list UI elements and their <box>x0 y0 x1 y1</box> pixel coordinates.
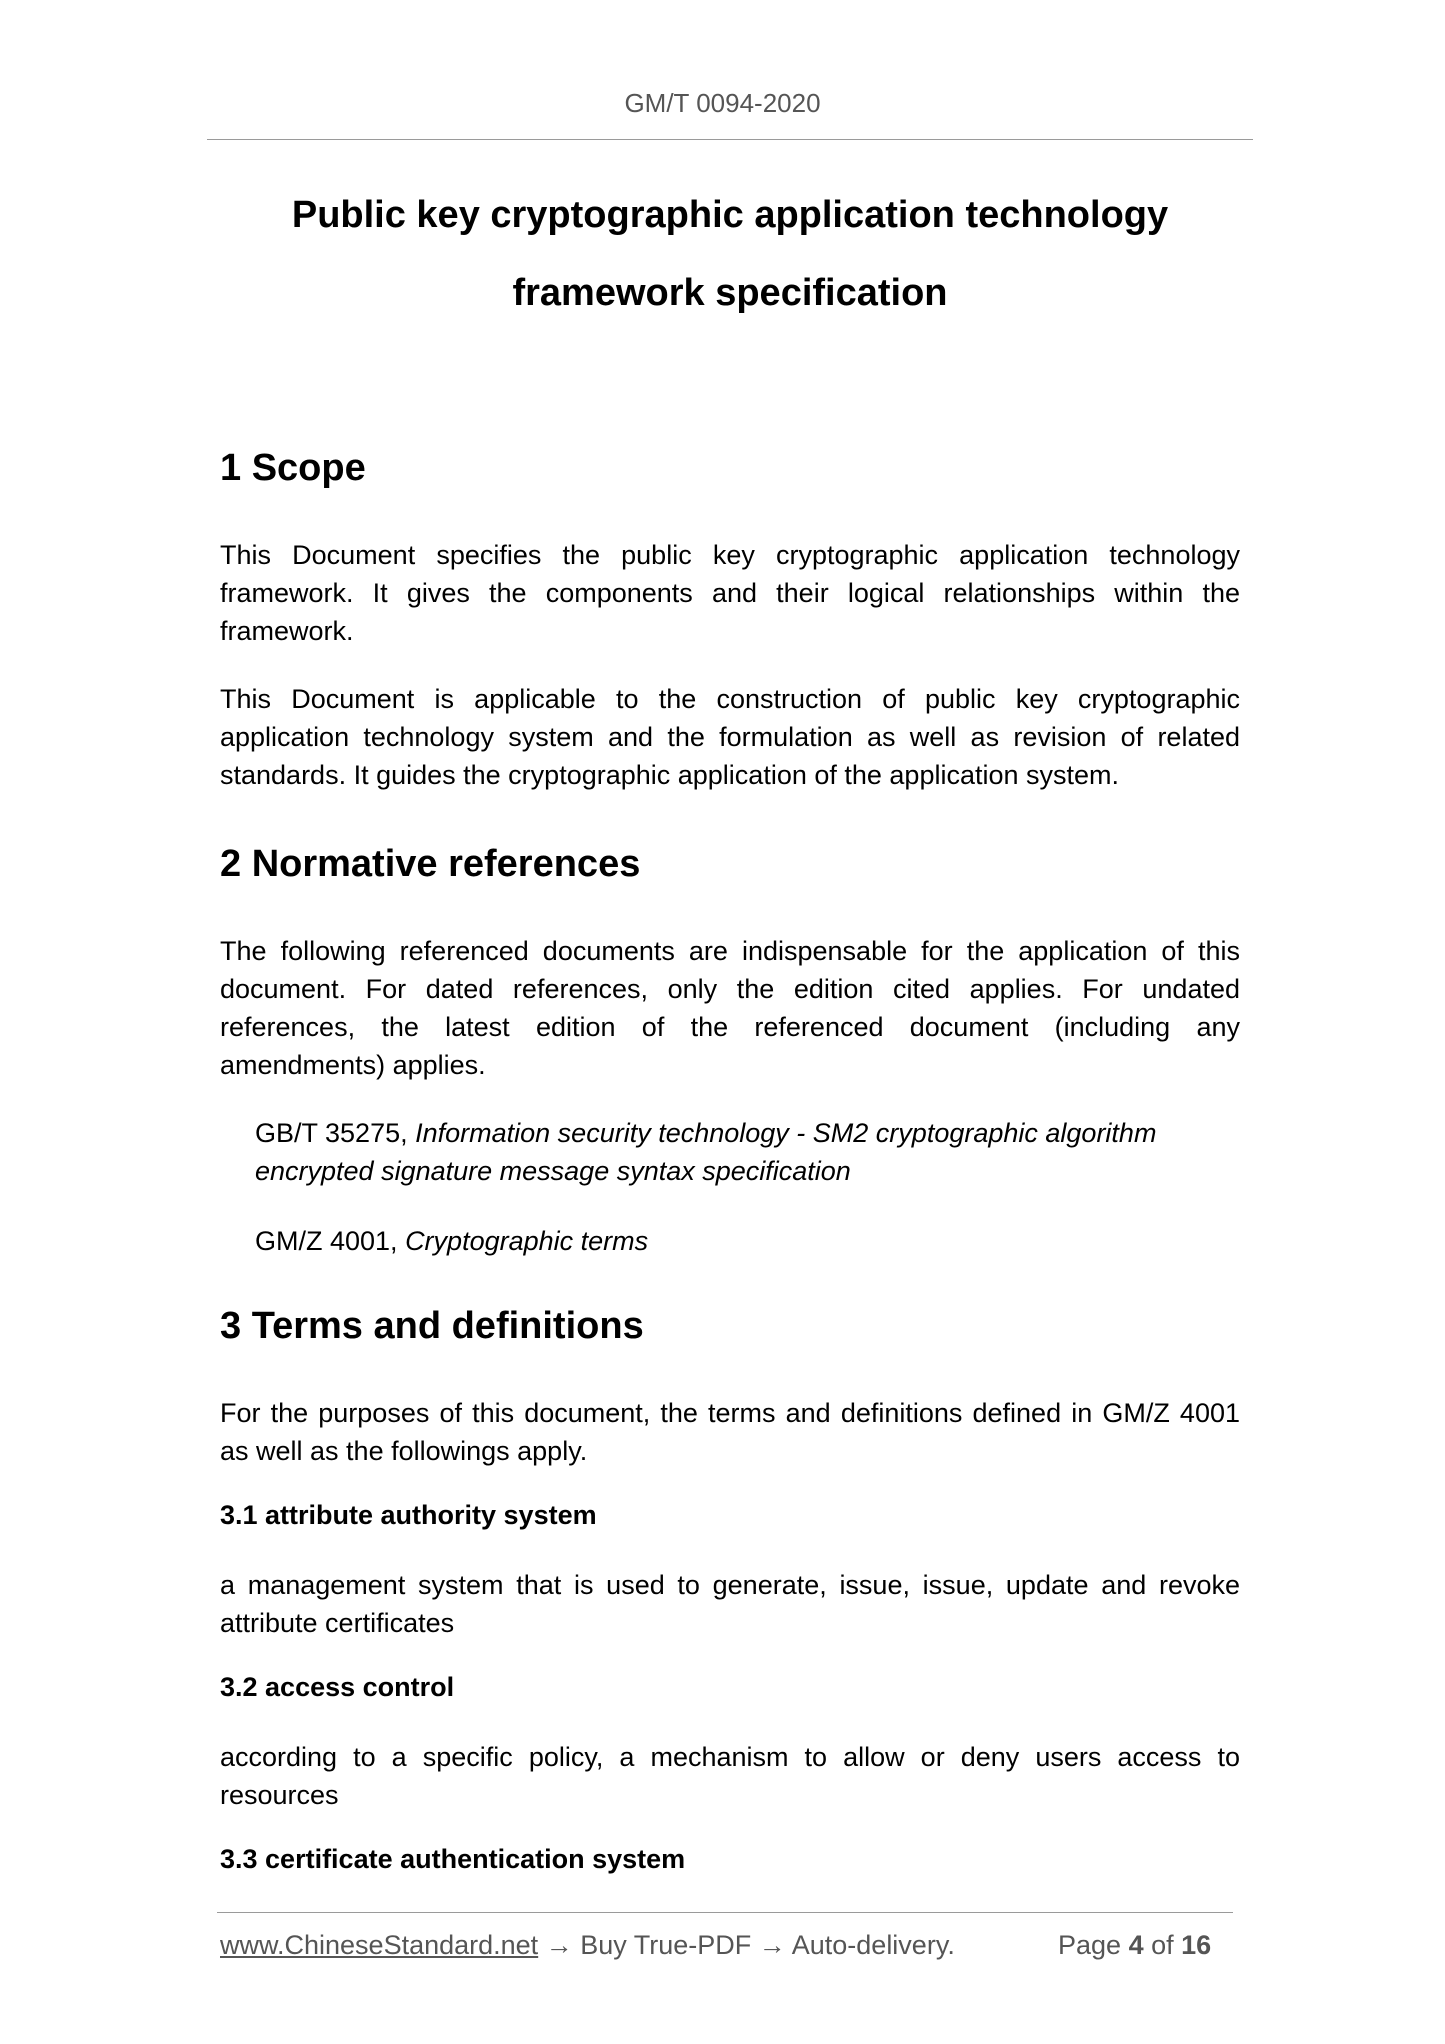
reference-gmz-4001 <box>255 1222 1240 1260</box>
section-1-paragraph-1: This Document specifies the public key cryptographic application technology framework. It gives the components and their logical relationships within the framework. <box>220 540 1240 646</box>
reference-code: GM/Z 4001, <box>255 1226 406 1256</box>
document-code-header: GM/T 0094-2020 <box>624 88 821 118</box>
reference-title: Information security technology - SM2 cryptographic algorithm encrypted signature message syntax specification <box>255 1118 1157 1186</box>
reference-gbt-35275 <box>255 1114 1240 1190</box>
section-2-paragraph-1: The following referenced documents are indispensable for the application of this document. For dated references, only the edition cited applies. For undated references, the latest edition of the referenced document (including any amendments) applies. <box>220 936 1240 1080</box>
term-3-3-heading: 3.3 certificate authentication system <box>220 1844 686 1874</box>
page-total: 16 <box>1181 1930 1212 1960</box>
section-3-heading: 3 Terms and definitions <box>220 1305 644 1347</box>
title-line-2: framework specification <box>512 272 948 314</box>
reference-code: GB/T 35275, <box>255 1118 416 1148</box>
footer-divider <box>217 1912 1233 1913</box>
section-1-heading: 1 Scope <box>220 447 366 489</box>
section-1-paragraph-2: This Document is applicable to the construction of public key cryptographic application technology system and the formulation as well as revision of related standards. It guides the cryptographic application of the application system. <box>220 684 1240 790</box>
reference-title: Cryptographic terms <box>405 1226 649 1256</box>
of-label: of <box>1143 1930 1182 1960</box>
header-divider <box>207 139 1253 140</box>
term-3-1-heading: 3.1 attribute authority system <box>220 1500 597 1530</box>
page-number: 4 <box>1128 1930 1144 1960</box>
term-3-2-definition: according to a specific policy, a mechanism to allow or deny users access to resources <box>220 1742 1240 1810</box>
section-2-heading: 2 Normative references <box>220 843 641 885</box>
page-label: Page <box>1058 1930 1129 1960</box>
page-indicator <box>1058 1930 1211 1961</box>
term-3-2-heading: 3.2 access control <box>220 1672 455 1702</box>
footer-promo <box>220 1930 955 1961</box>
document-title <box>207 176 1253 332</box>
website-link[interactable]: www.ChineseStandard.net <box>220 1930 539 1960</box>
term-3-1-definition: a management system that is used to generate, issue, issue, update and revoke attribute certificates <box>220 1570 1240 1638</box>
promo-text: → Buy True-PDF → Auto-delivery. <box>538 1930 955 1960</box>
section-3-paragraph-1: For the purposes of this document, the terms and definitions defined in GM/Z 4001 as well as the followings apply. <box>220 1398 1240 1466</box>
title-line-1: Public key cryptographic application technology <box>291 194 1169 236</box>
